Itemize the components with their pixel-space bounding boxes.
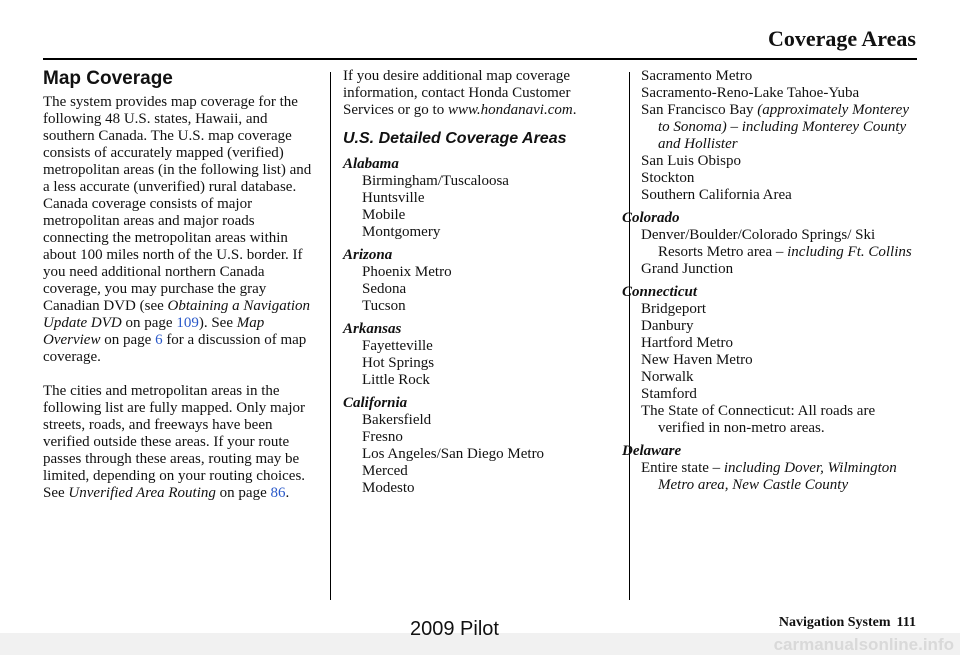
list-item: Stockton <box>641 170 695 186</box>
page-title: Coverage Areas <box>767 26 916 51</box>
list-item: Tucson <box>362 298 406 314</box>
verified-paragraph: The cities and metropolitan areas in the following list are fully mapped. Only major streets, roads, and freeways have been verified outside these areas. If your route passes through these areas, routing may be limited, depending on your routing choices. See Unverified Area Routing on page 86. <box>43 383 306 501</box>
list-item: Denver/Boulder/Colorado Springs/ Ski Resorts Metro area – including Ft. Collins <box>641 227 912 260</box>
state-delaware: Delaware <box>622 443 682 459</box>
list-item: Bridgeport <box>641 301 706 317</box>
column-map-coverage <box>43 68 321 502</box>
section-heading: Map Coverage <box>43 68 173 89</box>
watermark-model: 2009 Pilot <box>410 618 499 640</box>
list-item: Fresno <box>362 429 403 445</box>
watermark-site: carmanualsonline.info <box>773 635 954 654</box>
ref-map-overview: Map Overview <box>43 315 265 348</box>
coverage-paragraph: The system provides map coverage for the following 48 U.S. states, Hawaii, and southern Canada. The U.S. map coverage consists of accurately mapped (verified) metropolitan areas (in the following list) and a less accurate (unverified) rural database. Canada coverage consists of major metropolitan areas and major roads connecting the metropolitan areas within about 100 miles north of the U.S. border. If you need additional northern Canada coverage, you may purchase the gray Canadian DVD (see Obtaining a Navigation Update DVD on page 109). See Map Overview on page 6 for a discussion of map coverage. <box>43 94 312 365</box>
page-footer <box>779 615 916 631</box>
list-item: Modesto <box>362 480 415 496</box>
column-divider <box>629 72 630 600</box>
list-item: Sedona <box>362 281 407 297</box>
list-item: Huntsville <box>362 190 425 206</box>
list-item: Bakersfield <box>362 412 432 428</box>
list-item: Sacramento-Reno-Lake Tahoe-Yuba <box>641 85 860 101</box>
page-link-86[interactable]: 86 <box>270 485 286 501</box>
state-alabama: Alabama <box>343 156 399 172</box>
list-item: Danbury <box>641 318 694 334</box>
contact-paragraph: If you desire additional map coverage information, contact Honda Customer Services or go to www.hondanavi.com. <box>343 68 577 118</box>
page-number: 111 <box>896 615 916 630</box>
state-connecticut: Connecticut <box>622 284 698 300</box>
ref-update-dvd: Obtaining a Navigation Update DVD <box>43 298 311 331</box>
list-item: Birmingham/Tuscaloosa <box>362 173 509 189</box>
header-rule <box>43 58 917 60</box>
ref-unverified-routing: Unverified Area Routing <box>68 485 216 501</box>
state-arkansas: Arkansas <box>343 321 402 337</box>
list-item: Grand Junction <box>641 261 734 277</box>
list-item: Phoenix Metro <box>362 264 452 280</box>
column-detailed-areas <box>343 68 618 497</box>
footer-section-title: Navigation System <box>778 615 891 630</box>
list-item: Sacramento Metro <box>641 68 753 84</box>
list-item: Southern California Area <box>641 187 792 203</box>
list-item: The State of Connecticut: All roads are verified in non-metro areas. <box>641 403 876 436</box>
list-item: New Haven Metro <box>641 352 753 368</box>
website-link[interactable]: www.hondanavi.com <box>447 102 573 118</box>
list-item: Mobile <box>362 207 406 223</box>
list-item: Norwalk <box>641 369 694 385</box>
state-california: California <box>343 395 408 411</box>
subsection-heading: U.S. Detailed Coverage Areas <box>343 130 567 147</box>
column-detailed-areas-cont <box>622 68 921 494</box>
list-item: Stamford <box>641 386 697 402</box>
column-divider <box>330 72 331 600</box>
list-item: Hot Springs <box>362 355 435 371</box>
list-item: Little Rock <box>362 372 430 388</box>
page-link-6[interactable]: 6 <box>155 332 163 348</box>
list-item: Los Angeles/San Diego Metro <box>362 446 545 462</box>
list-item: Merced <box>362 463 408 479</box>
list-item: San Luis Obispo <box>641 153 742 169</box>
state-colorado: Colorado <box>622 210 680 226</box>
list-item: Entire state – including Dover, Wilmington Metro area, New Castle County <box>641 460 897 493</box>
page-link-109[interactable]: 109 <box>176 315 199 331</box>
list-item: Hartford Metro <box>641 335 734 351</box>
state-arizona: Arizona <box>343 247 393 263</box>
list-item: Fayetteville <box>362 338 433 354</box>
list-item: Montgomery <box>362 224 441 240</box>
list-item: San Francisco Bay (approximately Monterey to Sonoma) – including Monterey County and Hollister <box>641 102 909 152</box>
